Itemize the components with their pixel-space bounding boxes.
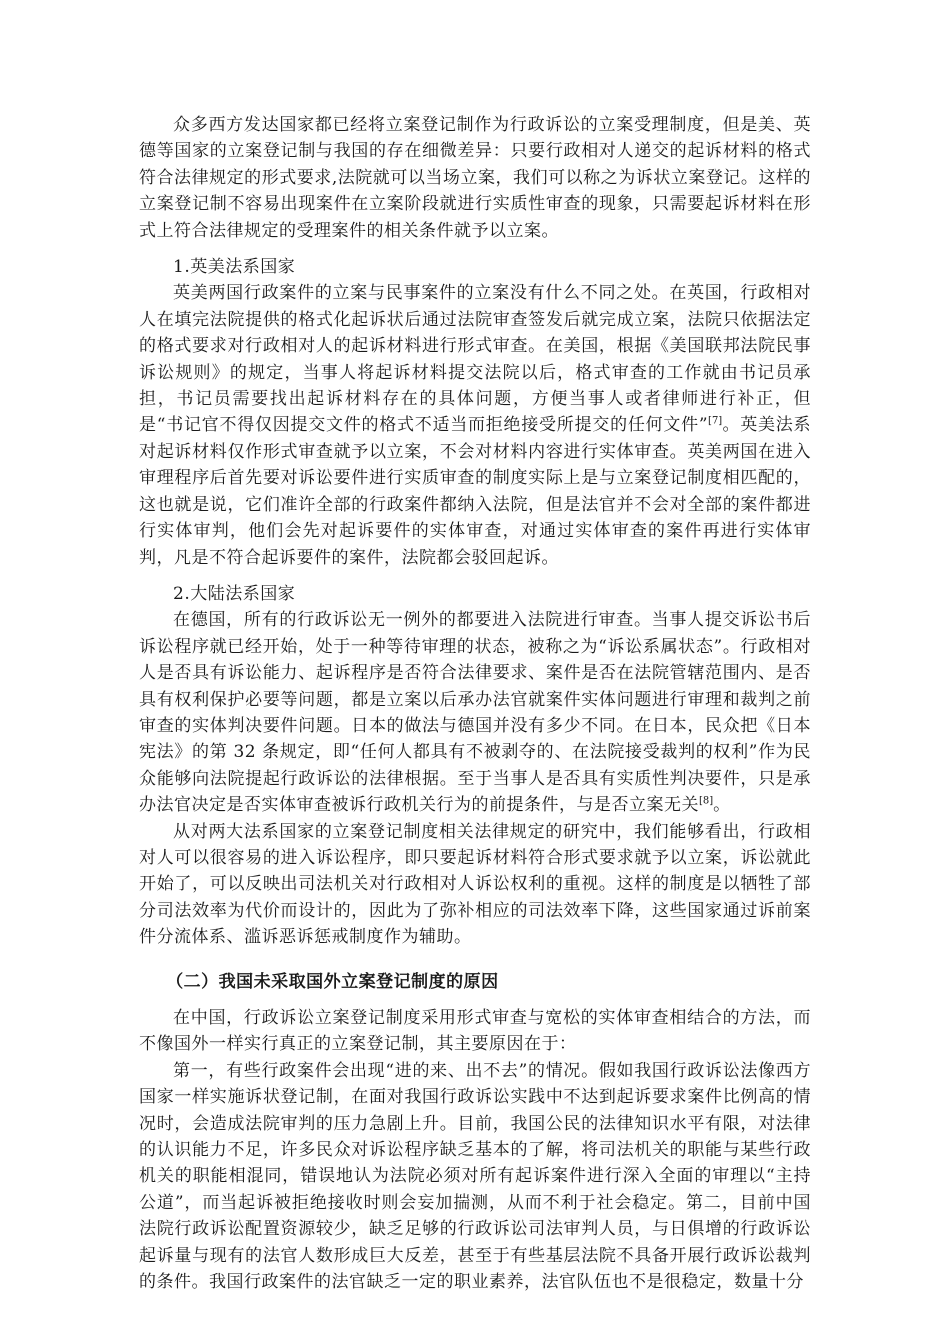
civil-law-paragraph	[139, 607, 811, 818]
citation-7: [7]	[708, 415, 723, 427]
heading-common-law: 1.英美法系国家	[173, 257, 296, 278]
common-law-text-2: 。英美法系对起诉材料仅作形式审查就予以立案，不会对材料内容进行实体审查。英美两国在进入审理程序后首先要对诉讼要件进行实质审查的制度实际上是与立案登记制度相匹配的，这也就是说，它们准许全部的行政案件都纳入法院，但是法官并不会对全部的案件都进行实体审判，他们会先对起诉要件的实体审查，对通过实体审查的案件再进行实体审判，凡是不符合起诉要件的案件，法院都会驳回起诉。	[139, 415, 811, 568]
citation-8: [8]	[699, 795, 714, 807]
conclusion-paragraph: 从对两大法系国家的立案登记制度相关法律规定的研究中，我们能够看出，行政相对人可以很容易的进入诉讼程序，即只要起诉材料符合形式要求就予以立案，诉讼就此开始了，可以反映出司法机关对行政相对人诉讼权利的重视。这样的制度是以牺牲了部分司法效率为代价而设计的，因此为了弥补相应的司法效率下降，这些国家通过诉前案件分流体系、滥诉恶诉惩戒制度作为辅助。	[139, 821, 811, 948]
document-page	[139, 112, 811, 1295]
heading-civil-law: 2.大陆法系国家	[173, 583, 296, 604]
reasons-intro-paragraph: 在中国，行政诉讼立案登记制度采用形式审查与宽松的实体审查相结合的方法，而不像国外一样实行真正的立案登记制，其主要原因在于：	[139, 1008, 811, 1055]
civil-law-text-1: 在德国，所有的行政诉讼无一例外的都要进入法院进行审查。当事人提交诉讼书后诉讼程序就已经开始，处于一种等待审理的状态，被称之为“诉讼系属状态”。行政相对人是否具有诉讼能力、起诉程序是否符合法律要求、案件是否在法院管辖范围内、是否具有权利保护必要等问题，都是立案以后承办法官就案件实体问题进行审理和裁判之前审查的实体判决要件问题。日本的做法与德国并没有多少不同。在日本，民众把《日本宪法》的第 32 条规定，即“任何人都具有不被剥夺的、在法院接受裁判的权利”作为民众能够向法院提起行政诉讼的法律根据。至于当事人是否具有实质性判决要件，只是承办法官决定是否实体审查被诉行政机关行为的前提条件，与是否立案无关	[139, 610, 811, 816]
civil-law-text-2: 。	[713, 795, 731, 816]
common-law-text-1: 英美两国行政案件的立案与民事案件的立案没有什么不同之处。在英国，行政相对人在填完法院提供的格式化起诉状后通过法院审查签发后就完成立案，法院只依据法定的格式要求对行政相对人的起诉材料进行形式审查。在美国，根据《美国联邦法院民事诉讼规则》的规定，当事人将起诉材料提交法院以后，格式审查的工作就由书记员承担，书记员需要找出起诉材料存在的具体问题，方便当事人或者律师进行补正，但是“书记官不得仅因提交文件的格式不适当而拒绝接受所提交的任何文件”	[139, 283, 811, 436]
reasons-paragraph: 第一，有些行政案件会出现“进的来、出不去”的情况。假如我国行政诉讼法像西方国家一样实施诉状登记制，在面对我国行政诉讼实践中不达到起诉要求案件比例高的情况时，会造成法院审判的压力急剧上升。目前，我国公民的法律知识水平有限，对法律的认识能力不足，许多民众对诉讼程序缺乏基本的了解，将司法机关的职能与某些行政机关的职能相混同，错误地认为法院必须对所有起诉案件进行深入全面的审理以“主持公道”，而当起诉被拒绝接收时则会妄加揣测，从而不利于社会稳定。第二，目前中国法院行政诉讼配置资源较少，缺乏足够的行政诉讼司法审判人员，与日俱增的行政诉讼起诉量与现有的法官人数形成巨大反差，甚至于有些基层法院不具备开展行政诉讼裁判的条件。我国行政案件的法官缺乏一定的职业素养，法官队伍也不是很稳定，数量十分	[139, 1060, 811, 1293]
section-heading-reasons: （二）我国未采取国外立案登记制度的原因	[166, 971, 499, 992]
common-law-paragraph	[139, 280, 811, 570]
intro-paragraph: 众多西方发达国家都已经将立案登记制作为行政诉讼的立案受理制度，但是美、英德等国家的立案登记制与我国的存在细微差异：只要行政相对人递交的起诉材料的格式符合法律规定的形式要求,法院就可以当场立案，我们可以称之为诉状立案登记。这样的立案登记制不容易出现案件在立案阶段就进行实质性审查的现象，只需要起诉材料在形式上符合法律规定的受理案件的相关条件就予以立案。	[139, 115, 811, 241]
